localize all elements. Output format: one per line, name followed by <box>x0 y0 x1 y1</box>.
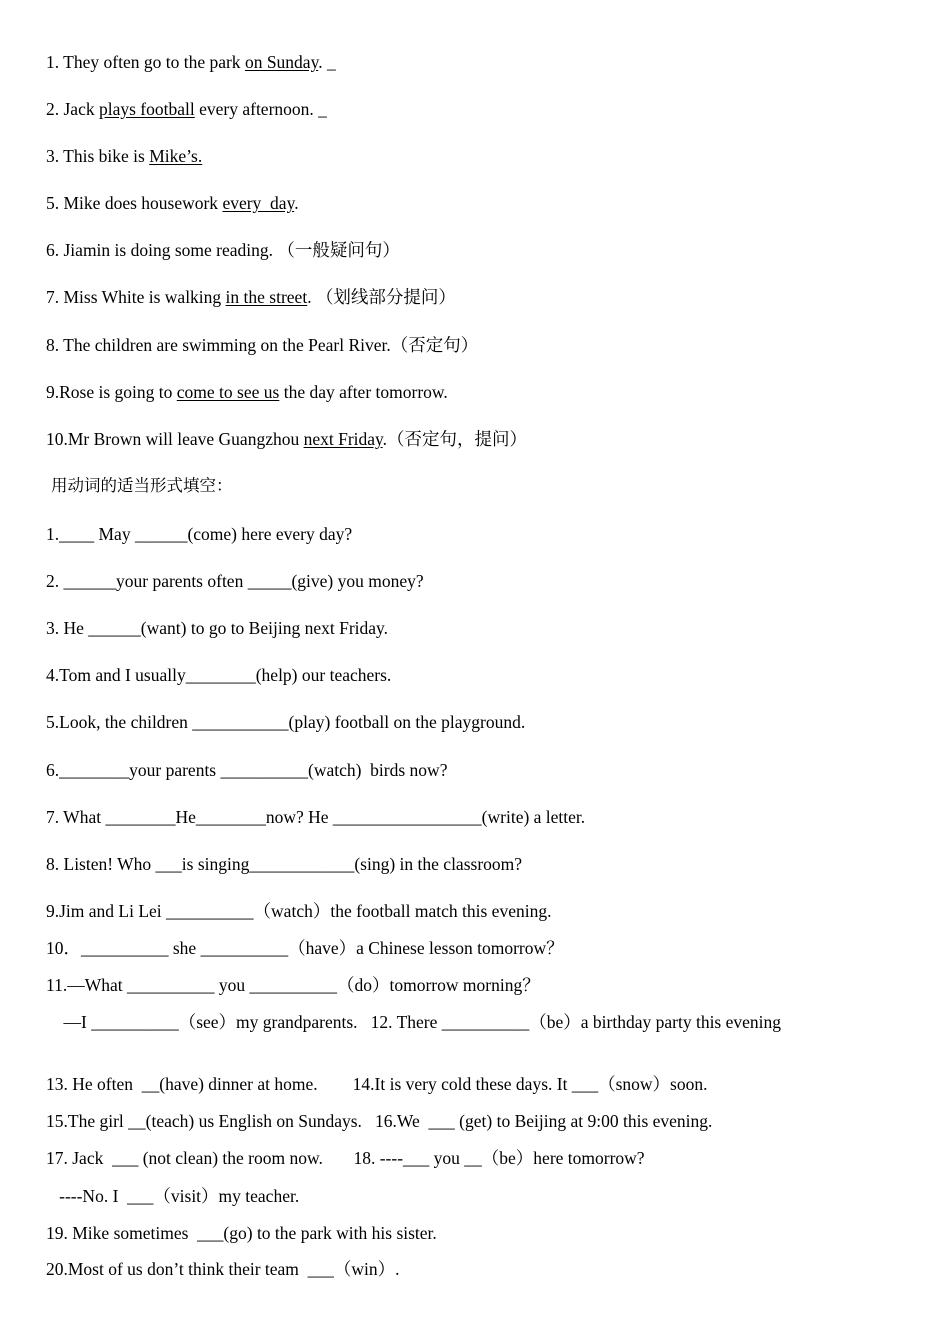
exercise-item: 9.Jim and Li Lei __________（watch）the football match this evening. <box>46 901 552 921</box>
exercise-item: 10.Mr Brown will leave Guangzhou next Friday.（否定句，提问） <box>46 429 528 449</box>
exercise-item: 2. ______your parents often _____(give) you money? <box>46 571 424 591</box>
exercise-item: 1. They often go to the park on Sunday. _ <box>46 52 336 72</box>
exercise-item: 20.Most of us don’t think their team ___（win）. <box>46 1259 400 1279</box>
exercise-item: 2. Jack plays football every afternoon. _ <box>46 99 327 119</box>
exercise-item: 6. Jiamin is doing some reading. （一般疑问句） <box>46 240 400 260</box>
exercise-item: 6.________your parents __________(watch) birds now? <box>46 760 448 780</box>
exercise-item: —I __________（see）my grandparents. 12. There __________（be）a birthday party this evening <box>46 1012 782 1032</box>
exercise-item: 7. Miss White is walking in the street. （划线部分提问） <box>46 287 456 307</box>
exercise-item: 11.—What __________ you __________（do）tomorrow morning？ <box>46 975 540 995</box>
exercise-item: 17. Jack ___ (not clean) the room now. 18. ----___ you __（be）here tomorrow? <box>46 1148 645 1168</box>
exercise-item: 5.Look, the children ___________(play) football on the playground. <box>46 712 526 732</box>
exercise-item: 1.____ May ______(come) here every day? <box>46 524 353 544</box>
exercise-item: 13. He often __(have) dinner at home. 14.It is very cold these days. It ___（snow）soon. <box>46 1074 708 1094</box>
exercise-item: 8. The children are swimming on the Pearl River.（否定句） <box>46 335 479 355</box>
exercise-item: 5. Mike does housework every day. <box>46 193 299 213</box>
exercise-item: 15.The girl __(teach) us English on Sundays. 16.We ___ (get) to Beijing at 9:00 this evening. <box>46 1111 713 1131</box>
exercise-item: 4.Tom and I usually________(help) our teachers. <box>46 665 392 685</box>
exercise-item: 19. Mike sometimes ___(go) to the park with his sister. <box>46 1223 437 1243</box>
section-heading: 用动词的适当形式填空： <box>51 476 233 495</box>
exercise-item: 10．__________ she __________（have）a Chinese lesson tomorrow？ <box>46 938 564 958</box>
exercise-item: 3. This bike is Mike’s. <box>46 146 203 166</box>
exercise-item: 9.Rose is going to come to see us the day after tomorrow. <box>46 382 448 402</box>
exercise-item: 8. Listen! Who ___is singing____________(sing) in the classroom? <box>46 854 523 874</box>
exercise-item: ----No. I ___（visit）my teacher. <box>46 1186 300 1206</box>
exercise-item: 7. What ________He________now? He _________________(write) a letter. <box>46 807 586 827</box>
exercise-item: 3. He ______(want) to go to Beijing next Friday. <box>46 618 389 638</box>
